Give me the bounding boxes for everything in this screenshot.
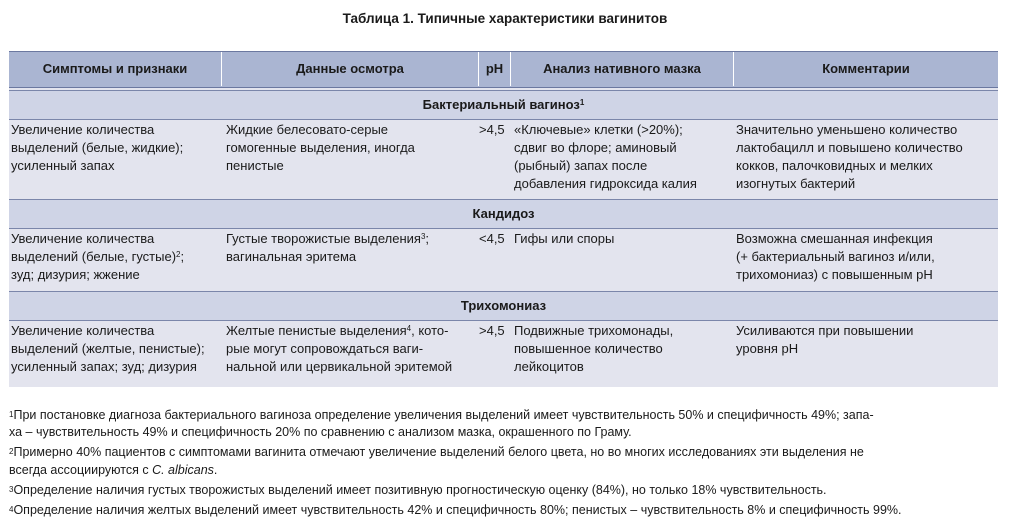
header-ph: pH (485, 61, 504, 76)
cell-ph: >4,5 (479, 323, 505, 338)
section-title: Бактериальный вагиноз (422, 97, 580, 112)
cell-exam: Жидкие белесовато-серые гомогенные выделения, иногда пенистые (226, 122, 415, 173)
section-candidiasis (9, 199, 998, 229)
section-footnote-mark: 1 (579, 98, 585, 107)
cell-text: , кото- рые могут сопровождаться ваги- нальной или цервикальной эритемой (226, 323, 453, 374)
header-smear: Анализ нативного мазка (543, 61, 701, 76)
footnote-text: При постановке диагноза бактериального вагиноза определение увеличения выделений имеет чувствительность 50% и специфичность 49%; запа- ха – чувствительность 49% и специфичность 20% по сравнению с анализом мазка, окрашенного по Граму. (9, 408, 874, 440)
cell-text: ; зуд; дизурия; жжение (11, 249, 185, 282)
footnote (9, 502, 1001, 519)
footnote-mark: 2 (176, 250, 181, 259)
cell-ph: >4,5 (479, 122, 505, 137)
cell-smear: Гифы или споры (514, 231, 615, 246)
footnote-text: . (213, 462, 218, 477)
footnote-number: 2 (9, 447, 14, 457)
cell-ph: <4,5 (479, 231, 505, 246)
cell-symptoms: Увеличение количества выделений (желтые, пенистые); усиленный запах; зуд; дизурия (11, 323, 205, 374)
header-symptoms: Симптомы и признаки (42, 61, 188, 76)
cell-smear: Подвижные трихомонады, повышенное количество лейкоцитов (514, 323, 674, 374)
footnote-text: Примерно 40% пациентов с симптомами вагинита отмечают увеличение выделений белого цвета, но во многих исследованиях эти выделения не всегда ассоциируются с (9, 445, 864, 477)
cell-text: Желтые пенистые выделения (226, 323, 407, 338)
footnotes (9, 407, 1001, 522)
section-title: Трихомониаз (460, 298, 547, 313)
cell-exam (226, 230, 476, 266)
cell-comments: Усиливаются при повышении уровня pH (736, 323, 914, 356)
footnote-mark: 3 (420, 232, 426, 241)
cell-text: ; вагинальная эритема (226, 231, 430, 264)
header-comments: Комментарии (822, 61, 910, 76)
footnote-number: 1 (9, 410, 14, 419)
table-header-row (9, 51, 998, 88)
cell-smear: «Ключевые» клетки (>20%); сдвиг во флоре; аминовый (рыбный) запах после добавления гидроксида калия (514, 122, 697, 191)
cell-symptoms (11, 230, 221, 284)
header-exam: Данные осмотра (296, 61, 404, 76)
footnote-number: 4 (9, 505, 14, 515)
footnote-text: Определение наличия желтых выделений имеет чувствительность 42% и специфичность 80%; пенистых – чувствительность 8% и специфичность 99%. (13, 503, 902, 518)
cell-text: Густые творожистые выделения (226, 231, 421, 246)
footnote-italic: C. albicans (152, 462, 214, 477)
footnote-text: Определение наличия густых творожистых выделений имеет позитивную прогностическую оценку (84%), но только 18% чувствительность. (13, 482, 827, 497)
section-bacterial-vaginosis (9, 90, 998, 120)
footnote-mark: 4 (406, 324, 412, 333)
section-trichomoniasis (9, 291, 998, 321)
cell-text: Увеличение количества выделений (белые, густые) (11, 231, 177, 264)
table-title: Таблица 1. Типичные характеристики вагинитов (342, 11, 668, 26)
cell-exam (226, 322, 478, 376)
cell-comments: Возможна смешанная инфекция (+ бактериальный вагиноз и/или, трихомониаз) с повышенным pH (736, 231, 935, 282)
vaginitis-table (9, 51, 998, 387)
section-title: Кандидоз (472, 206, 535, 221)
footnote (9, 407, 1001, 441)
footnote (9, 482, 1001, 499)
cell-symptoms: Увеличение количества выделений (белые, жидкие); усиленный запах (11, 122, 184, 173)
cell-comments: Значительно уменьшено количество лактобацилл и повышено количество кокков, палочковидных и мелких изогнутых бактерий (736, 122, 963, 191)
footnote-number: 3 (9, 484, 14, 494)
footnote (9, 444, 1001, 478)
